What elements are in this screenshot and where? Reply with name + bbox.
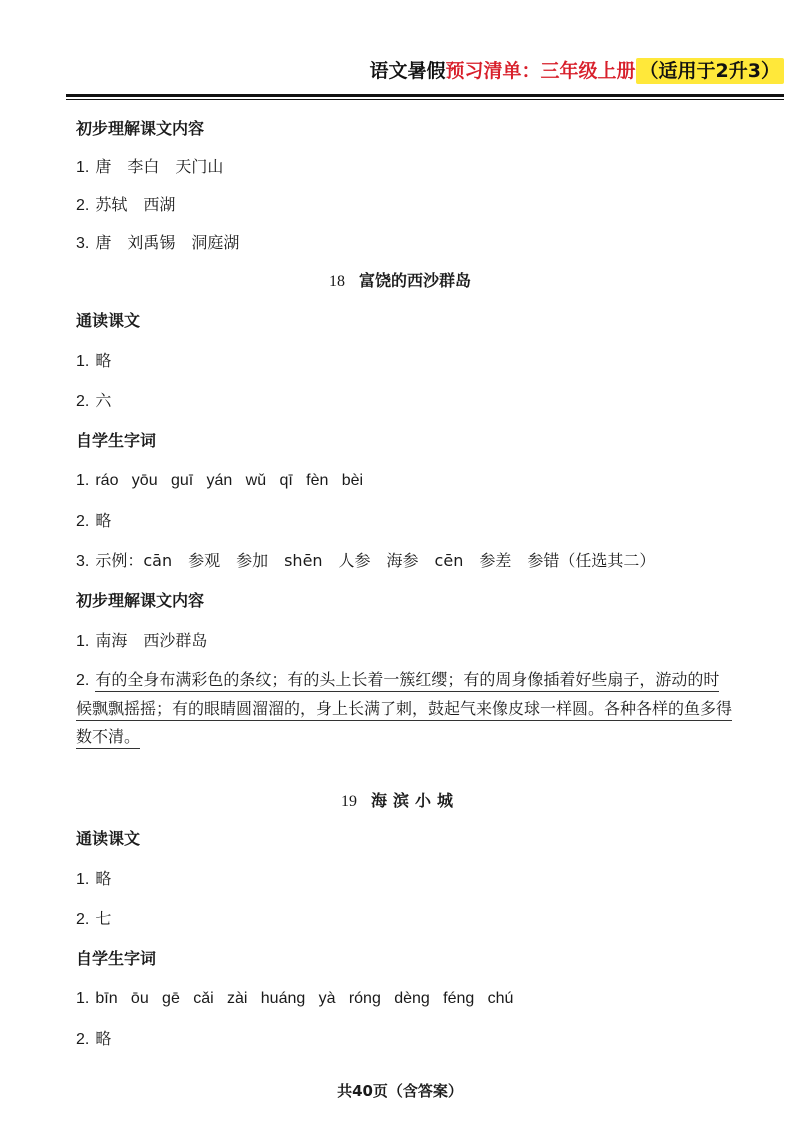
- item-text: 苏轼 西湖: [95, 195, 176, 214]
- item-number: 2.: [76, 197, 90, 214]
- list-item: [76, 350, 111, 373]
- item-number: 1.: [76, 159, 90, 176]
- item-number: 2.: [76, 1031, 90, 1048]
- lesson-title: [0, 790, 800, 813]
- item-number: 3.: [76, 553, 90, 570]
- item-text: 示例：cān 参观 参加 shēn 人参 海参 cēn 参差 参错（任选其二）: [95, 551, 656, 570]
- list-item: [76, 470, 363, 492]
- list-item: [76, 630, 207, 653]
- header-title-part1: 语文暑假: [369, 60, 446, 82]
- list-item: [76, 868, 111, 891]
- item-text: 略: [95, 1029, 112, 1048]
- list-item: [76, 550, 655, 573]
- item-text: 七: [95, 909, 112, 928]
- lesson-number: 19: [340, 793, 357, 810]
- item-text: ráo yōu guī yán wǔ qī fèn bèi: [95, 472, 364, 489]
- item-number: 1.: [76, 990, 90, 1007]
- item-text: 有的全身布满彩色的条纹；有的头上长着一簇红缨；有的周身像插着好些扇子，游动的时候飘飘摇摇；有的眼睛圆溜溜的，身上长满了刺，鼓起气来像皮球一样圆。各种各样的鱼多得数不清。: [76, 670, 732, 749]
- list-item: [76, 156, 223, 179]
- item-number: 2.: [76, 393, 90, 410]
- list-item: [76, 510, 111, 533]
- lesson-name: 海滨小城: [370, 791, 459, 810]
- section-heading: 初步理解课文内容: [76, 591, 205, 610]
- page-footer: 共40页（含答案）: [337, 1082, 463, 1100]
- item-number: 3.: [76, 235, 90, 252]
- header-title-part2: 预习清单：三年级上册: [445, 60, 636, 82]
- item-text: 南海 西沙群岛: [95, 631, 208, 650]
- item-text: 唐 李白 天门山: [95, 157, 224, 176]
- item-number: 2.: [76, 672, 90, 689]
- list-item: [76, 988, 513, 1010]
- header-title-part3: （适用于2升3）: [636, 58, 784, 84]
- item-text: 略: [95, 351, 112, 370]
- list-item: [76, 1028, 111, 1051]
- header-rule-thin: [66, 99, 784, 100]
- item-text: 唐 刘禹锡 洞庭湖: [95, 233, 240, 252]
- item-text: 略: [95, 869, 112, 888]
- item-number: 1.: [76, 353, 90, 370]
- item-number: 1.: [76, 633, 90, 650]
- lesson-name: 富饶的西沙群岛: [358, 271, 471, 290]
- item-number: 2.: [76, 911, 90, 928]
- item-number: 1.: [76, 871, 90, 888]
- item-number: 2.: [76, 513, 90, 530]
- section-heading: 通读课文: [76, 829, 141, 848]
- item-text: 略: [95, 511, 112, 530]
- page-header: [370, 56, 784, 83]
- section-heading: 自学生字词: [76, 431, 157, 450]
- list-item: [76, 908, 111, 931]
- list-item: [76, 232, 239, 255]
- list-item: [76, 194, 175, 217]
- section-heading: 通读课文: [76, 311, 141, 330]
- lesson-title: [0, 270, 800, 293]
- item-number: 1.: [76, 472, 90, 489]
- lesson-number: 18: [328, 273, 345, 290]
- item-text: bīn ōu gē cǎi zài huáng yà róng dèng féng chú: [95, 990, 514, 1007]
- answer-paragraph: [76, 666, 732, 751]
- section-heading: 自学生字词: [76, 949, 157, 968]
- section-heading: 初步理解课文内容: [76, 119, 205, 138]
- list-item: [76, 390, 111, 413]
- item-text: 六: [95, 391, 112, 410]
- header-rule-thick: [66, 94, 784, 97]
